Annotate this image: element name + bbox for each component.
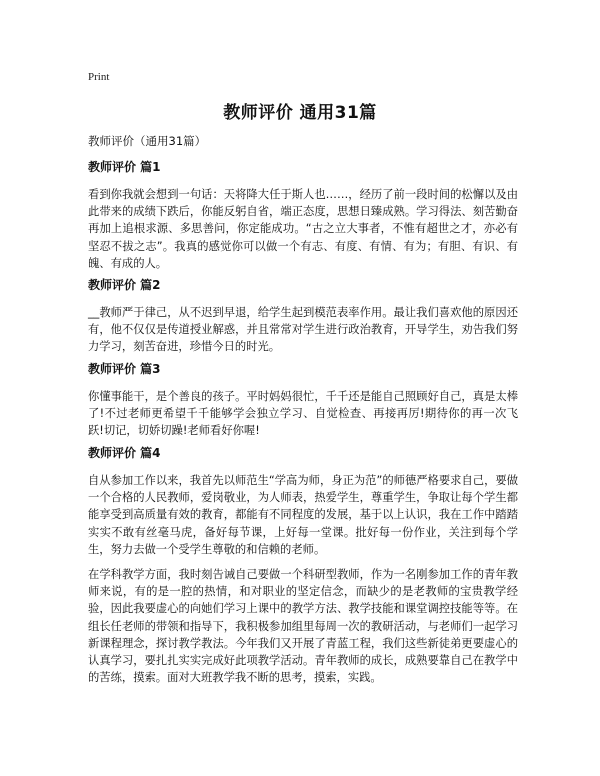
section-heading: 教师评价 篇3 (88, 362, 161, 376)
section-1 (88, 158, 518, 272)
section-2 (88, 276, 518, 356)
section-heading: 教师评价 篇2 (88, 278, 161, 292)
section-paragraph: 看到你我就会想到一句话：天将降大任于斯人也……，经历了前一段时间的松懈以及由此带来的成绩下跌后，你能反躬自省，端正态度，思想日臻成熟。学习得法、刻苦勤奋再加上追根求源、多思善问，你定能成功。“古之立大事者，不惟有超世之才，亦必有坚忍不拔之志”。我真的感觉你可以做一个有志、有度、有情、有为；有胆、有识、有魄、有成的人。 (88, 188, 518, 270)
document-title: 教师评价 通用31篇 (223, 103, 377, 123)
section-heading: 教师评价 篇1 (88, 160, 161, 174)
document-subtitle: 教师评价（通用31篇） (88, 134, 207, 148)
section-paragraph: 在学科教学方面，我时刻告诫自己要做一个科研型教师，作为一名刚参加工作的青年教师来说，有的是一腔的热情，和对职业的坚定信念，而缺少的是老教师的宝贵教学经验，因此我要虚心的向她们学习上课中的教学方法、教学技能和课堂调控技能等等。在组长任老师的带领和指导下，我积极参加组里每周一次的教研活动，与老师们一起学习新课程理念，探讨教学教法。今年我们又开展了青蓝工程，我们这些新徒弟更要虚心的认真学习，要扎扎实实完成好此项教学活动。青年教师的成长，成熟要靠自己在教学中的苦练，摸索。面对大班教学我不断的思考，摸索，实践。 (88, 568, 518, 685)
section-paragraph: __教师严于律己，从不迟到早退，给学生起到模范表率作用。最让我们喜欢他的原因还有，他不仅仅是传道授业解惑，并且常常对学生进行政治教育，开导学生，劝告我们努力学习，刻苦奋进，珍惜今日的时光。 (88, 306, 518, 354)
section-heading: 教师评价 篇4 (88, 446, 161, 460)
section-paragraph: 自从参加工作以来，我首先以师范生“学高为师，身正为范”的师德严格要求自己，要做一个合格的人民教师，爱岗敬业，为人师表，热爱学生，尊重学生，争取让每个学生都能享受到高质量有效的教育，都能有不同程度的发展，基于以上认识，我在工作中踏踏实实不敢有丝毫马虎，备好每节课，上好每一堂课。批好每一份作业，关注到每个学生，努力去做一个受学生尊敬的和信赖的老师。 (88, 474, 518, 556)
section-4 (88, 444, 518, 686)
print-link[interactable]: Print (88, 71, 110, 83)
section-paragraph: 你懂事能干，是个善良的孩子。平时妈妈很忙，千千还是能自己照顾好自己，真是太棒了!不过老师更希望千千能够学会独立学习、自觉检查、再接再厉!期待你的再一次飞跃!切记，切娇切躁!老师看好你喔! (88, 390, 518, 438)
section-3 (88, 360, 518, 440)
